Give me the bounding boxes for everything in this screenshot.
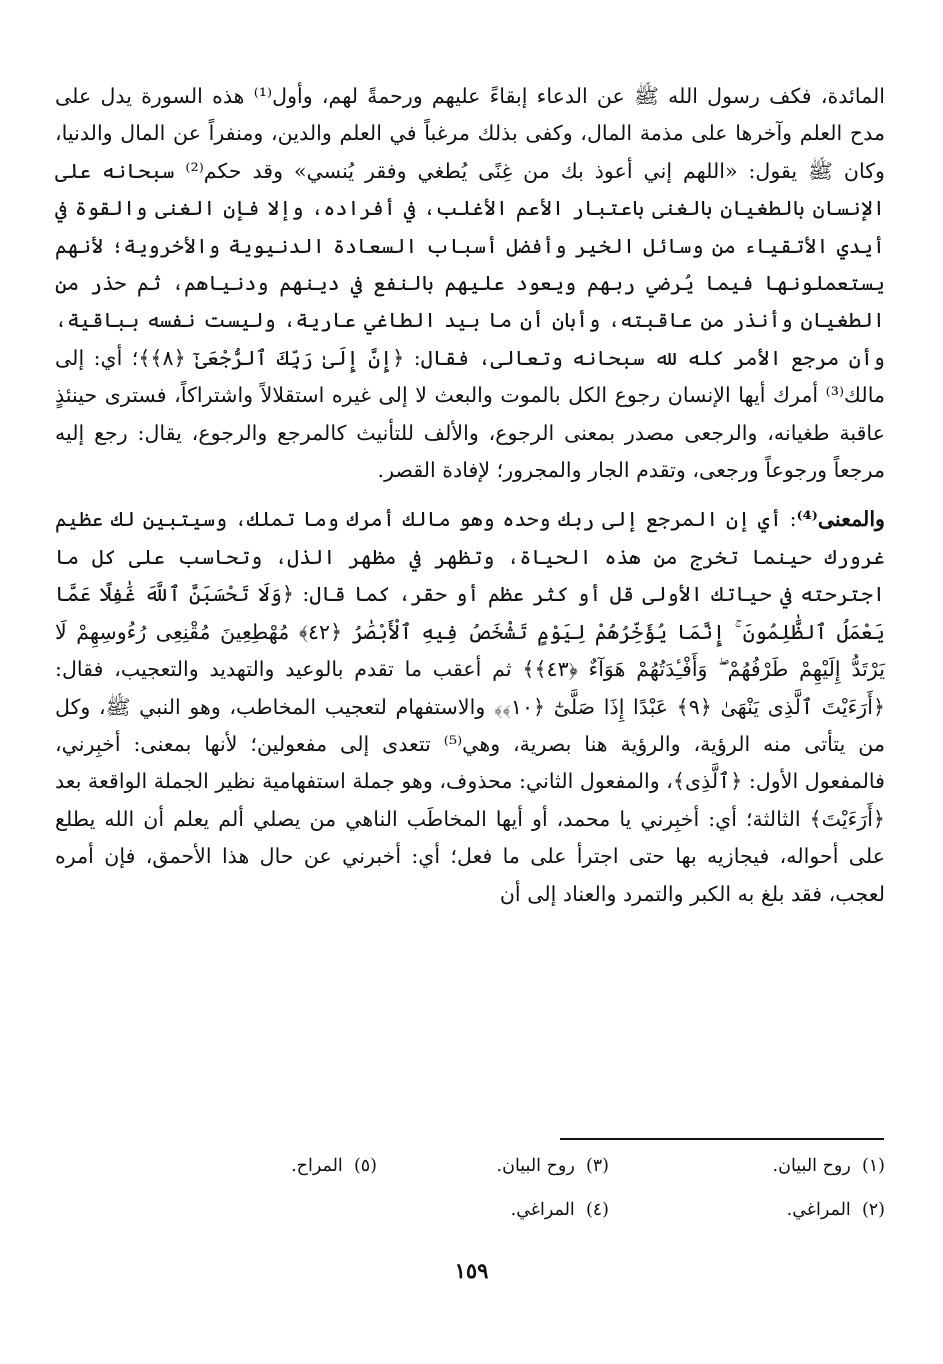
- footnote-number: (٤): [585, 1200, 609, 1220]
- paragraph-1-text: المائدة، فكف رسول الله ﷺ عن الدعاء إبقاءً عليهم ورحمةً لهم، وأول⁽¹⁾ هذه السورة يدل على مدح العلم وآخرها على مذمة المال، وكفى بذلك مرغباً في العلم والدين، ومنفراً عن المال والدنيا، وكان ﷺ يقول: «اللهم إني أعوذ بك من غِنًى يُطغي وفقر يُنسي» وقد حكم⁽²⁾ سبحانه على الإنسان بالطغيان بالغنى باعتبار الأعم الأغلب، في أفراده، وإلا فإن الغنى والقوة في أيدي الأتقياء من وسائل الخير وأفضل أسباب السعادة الدنيوية والأخروية؛ لأنهم يستعملونها فيما يُرضي ربهم ويعود عليهم بالنفع في دينهم ودنياهم، ثم حذر من الطغيان وأنذر من عاقبته، وأبان أن ما بيد الطاغي عارية، وليست نفسه بباقية، وأن مرجع الأمر كله لله سبحانه وتعالى، فقال: ﴿إِنَّ إِلَىٰ رَبِّكَ ٱلرُّجْعَىٰٓ ﴿٨﴾﴾؛ أي: إلى مالك⁽³⁾ أمرك أيها الإنسان رجوع الكل بالموت والبعث لا إلى غيره استقلالاً واشتراكاً، فسترى حينئذٍ عاقبة طغيانه، والرجعى مصدر بمعنى الرجوع، والألف للتأنيث كالمرجع والرجوع، يقال: رجع إليه مرجعاً ورجوعاً ورجعى، وتقدم الجار والمجرور؛ لإفادة القصر.: [55, 84, 885, 483]
- footnote-1: [773, 1156, 885, 1176]
- footnote-text: المراغي.: [510, 1200, 575, 1220]
- footnote-text: المراح.: [291, 1156, 343, 1176]
- footnote-number: (٢): [861, 1200, 885, 1220]
- footnote-number: (٣): [585, 1156, 609, 1176]
- footnote-text: روح البيان.: [772, 1156, 851, 1176]
- footnote-4: [511, 1200, 609, 1220]
- paragraph-1: [55, 78, 885, 489]
- footnote-2: [787, 1200, 885, 1220]
- footnote-number: (١): [861, 1156, 885, 1176]
- paragraph-2: [55, 501, 885, 912]
- paragraph-2-lead: والمعنى⁽⁴⁾: [796, 507, 885, 532]
- footnote-number: (٥): [353, 1156, 377, 1176]
- footnotes: [55, 1152, 885, 1236]
- paragraph-2-text: : أي إن المرجع إلى ربك وحده وهو مالك أمرك وما تملك، وسيتبين لك عظيم غرورك حينما تخرج من هذه الحياة، وتظهر في مظهر الذل، وتحاسب على كل ما اجترحته في حياتك الأولى قل أو كثر عظم أو حقر، كما قال: ﴿وَلَا تَحْسَبَنَّ ٱللَّهَ غَٰفِلًا عَمَّا يَعْمَلُ ٱلظَّٰلِمُونَ ۚ إِنَّمَا يُؤَخِّرُهُمْ لِيَوْمٍ تَشْخَصُ فِيهِ ٱلْأَبْصَٰرُ ﴿٤٢﴾ مُهْطِعِينَ مُقْنِعِى رُءُوسِهِمْ لَا يَرْتَدُّ إِلَيْهِمْ طَرْفُهُمْ ۖ وَأَفْـِٔدَتُهُمْ هَوَآءٌ ﴿٤٣﴾﴾ ثم أعقب ما تقدم بالوعيد والتهديد والتعجيب، فقال: ﴿أَرَءَيْتَ ٱلَّذِى يَنْهَىٰ ﴿٩﴾ عَبْدًا إِذَا صَلَّىٰٓ ﴿١٠﴾﴾ والاستفهام لتعجيب المخاطب، وهو النبي ﷺ، وكل من يتأتى منه الرؤية، والرؤية هنا بصرية، وهي⁽⁵⁾ تتعدى إلى مفعولين؛ لأنها بمعنى: أخبِرني، فالمفعول الأول: ﴿ٱلَّذِى﴾، والمفعول الثاني: محذوف، وهو جملة استفهامية نظير الجملة الواقعة بعد ﴿أَرَءَيْتَ﴾ الثالثة؛ أي: أخبِرني يا محمد، أو أيها المخاطَب الناهي من يصلي ألم يعلم أن الله يطلع على أحواله، فيجازيه بها حتى اجترأ على ما فعل؛ أي: أخبرني عن حال هذا الأحمق، فإن أمره لعجب، فقد بلغ به الكبر والتمرد والعناد إلى أن: [55, 507, 886, 906]
- main-text: [55, 78, 885, 913]
- footnote-3: [497, 1156, 609, 1176]
- footnote-5: [291, 1156, 377, 1176]
- footnote-separator: [560, 1138, 884, 1140]
- footnote-text: المراغي.: [786, 1200, 851, 1220]
- page-number: ١٥٩: [454, 1258, 489, 1283]
- footnote-text: روح البيان.: [496, 1156, 575, 1176]
